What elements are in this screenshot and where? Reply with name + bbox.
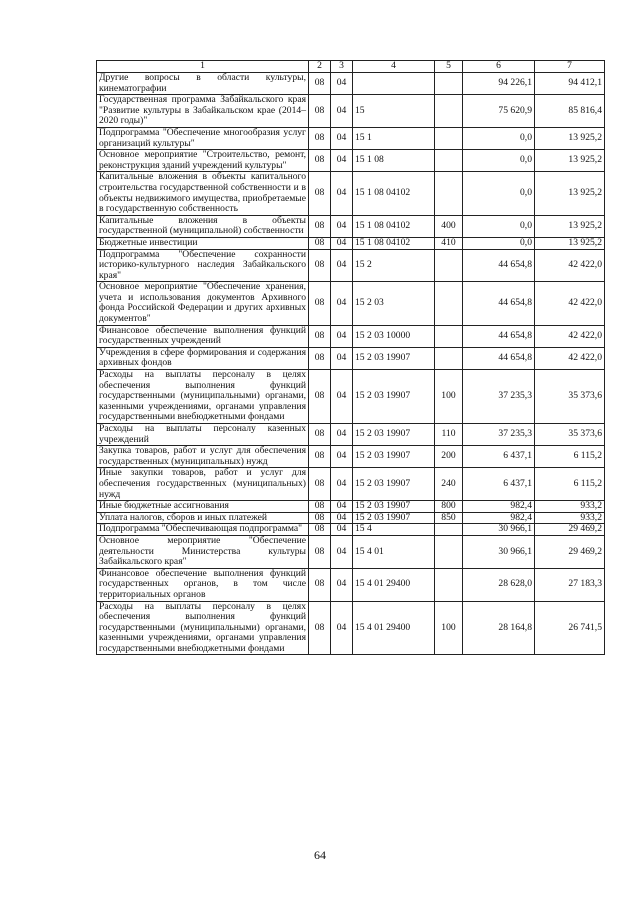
row-section-code: 08 bbox=[309, 95, 331, 128]
row-name: Иные бюджетные ассигнования bbox=[97, 501, 309, 513]
row-section-code: 08 bbox=[309, 237, 331, 249]
row-subsection-code: 04 bbox=[331, 535, 353, 568]
row-name: Бюджетные инвестиции bbox=[97, 237, 309, 249]
row-name: Учреждения в сфере формирования и содержания архивных фондов bbox=[97, 347, 309, 369]
row-name: Закупка товаров, работ и услуг для обеспечения государственных (муниципальных) нужд bbox=[97, 446, 309, 468]
row-name: Финансовое обеспечение выполнения функций государственных учреждений bbox=[97, 325, 309, 347]
row-expense-type bbox=[435, 347, 463, 369]
row-expense-type: 410 bbox=[435, 237, 463, 249]
row-amount-1: 0,0 bbox=[463, 237, 535, 249]
table-row bbox=[97, 237, 605, 249]
row-expense-type: 110 bbox=[435, 424, 463, 446]
row-section-code: 08 bbox=[309, 501, 331, 513]
row-subsection-code: 04 bbox=[331, 568, 353, 601]
row-name: Расходы на выплаты персоналу в целях обеспечения выполнения функций государственными (муниципальными) органами, казенными учреждениями, органами управления государственными внебюджетными фондами bbox=[97, 370, 309, 424]
row-expense-type: 100 bbox=[435, 601, 463, 655]
row-section-code: 08 bbox=[309, 127, 331, 149]
row-expense-type: 200 bbox=[435, 446, 463, 468]
row-amount-1: 75 620,9 bbox=[463, 95, 535, 128]
row-amount-2: 42 422,0 bbox=[535, 347, 605, 369]
row-expense-type bbox=[435, 325, 463, 347]
row-subsection-code: 04 bbox=[331, 512, 353, 524]
row-subsection-code: 04 bbox=[331, 127, 353, 149]
col-header-target-article: 4 bbox=[353, 61, 435, 73]
row-subsection-code: 04 bbox=[331, 468, 353, 501]
row-section-code: 08 bbox=[309, 215, 331, 237]
row-section-code: 08 bbox=[309, 249, 331, 282]
table-row bbox=[97, 249, 605, 282]
table-row bbox=[97, 446, 605, 468]
row-target-article: 15 2 03 19907 bbox=[353, 512, 435, 524]
row-expense-type bbox=[435, 127, 463, 149]
budget-table bbox=[96, 60, 605, 655]
row-amount-2: 13 925,2 bbox=[535, 237, 605, 249]
row-subsection-code: 04 bbox=[331, 424, 353, 446]
row-section-code: 08 bbox=[309, 325, 331, 347]
row-amount-2: 13 925,2 bbox=[535, 215, 605, 237]
row-name: Подпрограмма "Обеспечивающая подпрограмма" bbox=[97, 524, 309, 536]
row-name: Расходы на выплаты персоналу в целях обеспечения выполнения функций государственными (муниципальными) органами, казенными учреждениями, органами управления государственными внебюджетными фондами bbox=[97, 601, 309, 655]
row-name: Другие вопросы в области культуры, кинематографии bbox=[97, 73, 309, 95]
row-subsection-code: 04 bbox=[331, 501, 353, 513]
row-amount-1: 44 654,8 bbox=[463, 282, 535, 325]
row-amount-2: 85 816,4 bbox=[535, 95, 605, 128]
row-expense-type bbox=[435, 568, 463, 601]
row-amount-2: 6 115,2 bbox=[535, 468, 605, 501]
table-row bbox=[97, 501, 605, 513]
row-subsection-code: 04 bbox=[331, 446, 353, 468]
page-number: 64 bbox=[314, 848, 326, 862]
row-name: Подпрограмма "Обеспечение сохранности историко-культурного наследия Забайкальского края" bbox=[97, 249, 309, 282]
row-target-article bbox=[353, 73, 435, 95]
row-name: Основное мероприятие "Строительство, ремонт, реконструкция зданий учреждений культуры" bbox=[97, 150, 309, 172]
row-amount-2: 29 469,2 bbox=[535, 524, 605, 536]
row-name: Уплата налогов, сборов и иных платежей bbox=[97, 512, 309, 524]
row-amount-2: 29 469,2 bbox=[535, 535, 605, 568]
row-expense-type: 400 bbox=[435, 215, 463, 237]
row-target-article: 15 2 03 19907 bbox=[353, 468, 435, 501]
row-amount-1: 44 654,8 bbox=[463, 325, 535, 347]
row-amount-1: 44 654,8 bbox=[463, 347, 535, 369]
row-amount-2: 94 412,1 bbox=[535, 73, 605, 95]
row-subsection-code: 04 bbox=[331, 237, 353, 249]
table-row bbox=[97, 127, 605, 149]
row-amount-1: 28 628,0 bbox=[463, 568, 535, 601]
row-amount-2: 42 422,0 bbox=[535, 282, 605, 325]
row-name: Финансовое обеспечение выполнения функций государственных органов, в том числе территориальных органов bbox=[97, 568, 309, 601]
table-row bbox=[97, 535, 605, 568]
row-name: Государственная программа Забайкальского края "Развитие культуры в Забайкальском крае (2014–2020 годы)" bbox=[97, 95, 309, 128]
table-row bbox=[97, 150, 605, 172]
row-expense-type bbox=[435, 249, 463, 282]
row-amount-1: 6 437,1 bbox=[463, 446, 535, 468]
row-expense-type bbox=[435, 150, 463, 172]
row-amount-1: 30 966,1 bbox=[463, 524, 535, 536]
row-target-article: 15 2 03 bbox=[353, 282, 435, 325]
row-amount-1: 982,4 bbox=[463, 512, 535, 524]
col-header-subsection: 3 bbox=[331, 61, 353, 73]
row-name: Иные закупки товаров, работ и услуг для обеспечения государственных (муниципальных) нужд bbox=[97, 468, 309, 501]
row-section-code: 08 bbox=[309, 424, 331, 446]
table-row bbox=[97, 215, 605, 237]
row-subsection-code: 04 bbox=[331, 524, 353, 536]
header-row bbox=[97, 61, 605, 73]
table-row bbox=[97, 172, 605, 215]
row-expense-type bbox=[435, 524, 463, 536]
row-amount-1: 94 226,1 bbox=[463, 73, 535, 95]
table-row bbox=[97, 95, 605, 128]
table-body bbox=[97, 73, 605, 655]
row-expense-type: 100 bbox=[435, 370, 463, 424]
row-target-article: 15 2 03 19907 bbox=[353, 501, 435, 513]
row-target-article: 15 2 bbox=[353, 249, 435, 282]
row-target-article: 15 4 01 29400 bbox=[353, 568, 435, 601]
col-header-expense-type: 5 bbox=[435, 61, 463, 73]
row-expense-type bbox=[435, 535, 463, 568]
row-name: Капитальные вложения в объекты капитального строительства государственной собственности и в объекты недвижимого имущества, приобретаемые в государственную собственность bbox=[97, 172, 309, 215]
row-amount-2: 42 422,0 bbox=[535, 325, 605, 347]
row-section-code: 08 bbox=[309, 512, 331, 524]
row-amount-1: 0,0 bbox=[463, 127, 535, 149]
row-section-code: 08 bbox=[309, 568, 331, 601]
table-row bbox=[97, 325, 605, 347]
table-row bbox=[97, 468, 605, 501]
row-amount-2: 42 422,0 bbox=[535, 249, 605, 282]
row-target-article: 15 1 08 04102 bbox=[353, 237, 435, 249]
table-row bbox=[97, 601, 605, 655]
row-expense-type bbox=[435, 95, 463, 128]
row-target-article: 15 1 08 04102 bbox=[353, 172, 435, 215]
row-target-article: 15 2 03 19907 bbox=[353, 446, 435, 468]
row-target-article: 15 1 08 bbox=[353, 150, 435, 172]
row-amount-1: 982,4 bbox=[463, 501, 535, 513]
row-amount-2: 6 115,2 bbox=[535, 446, 605, 468]
col-header-section: 2 bbox=[309, 61, 331, 73]
row-name: Основное мероприятие "Обеспечение хранения, учета и использования документов Архивного фонда Российской Федерации и других архивных документов" bbox=[97, 282, 309, 325]
row-amount-2: 35 373,6 bbox=[535, 370, 605, 424]
row-target-article: 15 2 03 19907 bbox=[353, 424, 435, 446]
row-target-article: 15 1 08 04102 bbox=[353, 215, 435, 237]
row-section-code: 08 bbox=[309, 524, 331, 536]
row-section-code: 08 bbox=[309, 347, 331, 369]
row-amount-1: 6 437,1 bbox=[463, 468, 535, 501]
row-amount-1: 0,0 bbox=[463, 172, 535, 215]
row-subsection-code: 04 bbox=[331, 150, 353, 172]
col-header-amount-2: 7 bbox=[535, 61, 605, 73]
row-expense-type bbox=[435, 282, 463, 325]
row-target-article: 15 1 bbox=[353, 127, 435, 149]
row-name: Основное мероприятие "Обеспечение деятельности Министерства культуры Забайкальского края" bbox=[97, 535, 309, 568]
row-target-article: 15 2 03 19907 bbox=[353, 370, 435, 424]
row-expense-type: 850 bbox=[435, 512, 463, 524]
row-section-code: 08 bbox=[309, 535, 331, 568]
col-header-name: 1 bbox=[97, 61, 309, 73]
row-target-article: 15 2 03 10000 bbox=[353, 325, 435, 347]
row-amount-1: 28 164,8 bbox=[463, 601, 535, 655]
row-expense-type: 240 bbox=[435, 468, 463, 501]
row-amount-1: 30 966,1 bbox=[463, 535, 535, 568]
row-name: Расходы на выплаты персоналу казенных учреждений bbox=[97, 424, 309, 446]
row-subsection-code: 04 bbox=[331, 325, 353, 347]
row-name: Капитальные вложения в объекты государственной (муниципальной) собственности bbox=[97, 215, 309, 237]
row-section-code: 08 bbox=[309, 601, 331, 655]
table-row bbox=[97, 568, 605, 601]
row-subsection-code: 04 bbox=[331, 601, 353, 655]
row-amount-1: 37 235,3 bbox=[463, 370, 535, 424]
row-amount-1: 0,0 bbox=[463, 150, 535, 172]
row-amount-1: 37 235,3 bbox=[463, 424, 535, 446]
table-row bbox=[97, 512, 605, 524]
row-expense-type bbox=[435, 172, 463, 215]
col-header-amount-1: 6 bbox=[463, 61, 535, 73]
row-target-article: 15 bbox=[353, 95, 435, 128]
row-amount-1: 44 654,8 bbox=[463, 249, 535, 282]
row-section-code: 08 bbox=[309, 468, 331, 501]
row-subsection-code: 04 bbox=[331, 172, 353, 215]
row-target-article: 15 4 bbox=[353, 524, 435, 536]
row-expense-type: 800 bbox=[435, 501, 463, 513]
table-row bbox=[97, 347, 605, 369]
row-subsection-code: 04 bbox=[331, 95, 353, 128]
row-amount-2: 27 183,3 bbox=[535, 568, 605, 601]
row-amount-2: 13 925,2 bbox=[535, 172, 605, 215]
row-subsection-code: 04 bbox=[331, 249, 353, 282]
row-subsection-code: 04 bbox=[331, 73, 353, 95]
row-name: Подпрограмма "Обеспечение многообразия услуг организаций культуры" bbox=[97, 127, 309, 149]
row-amount-2: 26 741,5 bbox=[535, 601, 605, 655]
row-target-article: 15 4 01 29400 bbox=[353, 601, 435, 655]
row-section-code: 08 bbox=[309, 282, 331, 325]
row-subsection-code: 04 bbox=[331, 347, 353, 369]
row-amount-2: 933,2 bbox=[535, 501, 605, 513]
row-subsection-code: 04 bbox=[331, 370, 353, 424]
table-row bbox=[97, 282, 605, 325]
row-section-code: 08 bbox=[309, 446, 331, 468]
row-section-code: 08 bbox=[309, 172, 331, 215]
row-target-article: 15 2 03 19907 bbox=[353, 347, 435, 369]
table-row bbox=[97, 524, 605, 536]
row-subsection-code: 04 bbox=[331, 282, 353, 325]
row-section-code: 08 bbox=[309, 370, 331, 424]
row-subsection-code: 04 bbox=[331, 215, 353, 237]
row-expense-type bbox=[435, 73, 463, 95]
row-amount-2: 35 373,6 bbox=[535, 424, 605, 446]
table-row bbox=[97, 370, 605, 424]
row-section-code: 08 bbox=[309, 73, 331, 95]
row-amount-1: 0,0 bbox=[463, 215, 535, 237]
table-row bbox=[97, 424, 605, 446]
row-target-article: 15 4 01 bbox=[353, 535, 435, 568]
row-section-code: 08 bbox=[309, 150, 331, 172]
row-amount-2: 13 925,2 bbox=[535, 150, 605, 172]
row-amount-2: 13 925,2 bbox=[535, 127, 605, 149]
row-amount-2: 933,2 bbox=[535, 512, 605, 524]
table-row bbox=[97, 73, 605, 95]
